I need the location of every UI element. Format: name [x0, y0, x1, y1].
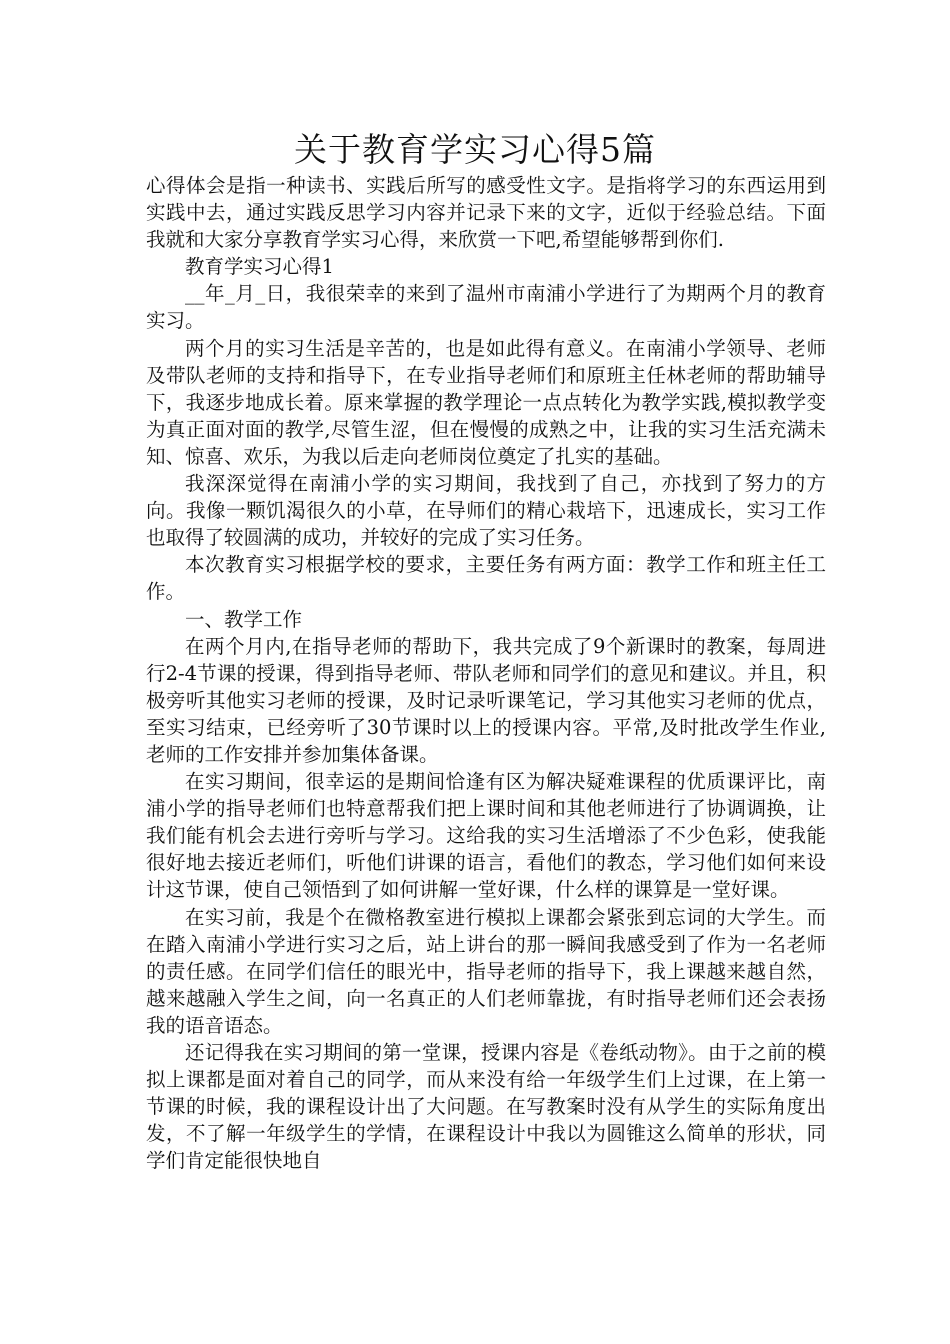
paragraph: 我深深觉得在南浦小学的实习期间，我找到了自己，亦找到了努力的方向。我像一颗饥渴很久的小草，在导师们的精心栽培下，迅速成长，实习工作也取得了较圆满的成功，并较好的完成了实习任务。: [146, 472, 826, 550]
paragraph: 教育学实习心得1: [185, 255, 334, 279]
paragraph: 还记得我在实习期间的第一堂课，授课内容是《卷纸动物》。由于之前的模拟上课都是面对着自己的同学，而从来没有给一年级学生们上过课，在上第一节课的时候，我的课程设计出了大问题。在写教案时没有从学生的实际角度出发，不了解一年级学生的学情，在课程设计中我以为圆锥这么简单的形状，同学们肯定能很快地自: [146, 1041, 826, 1173]
paragraph: 心得体会是指一种读书、实践后所写的感受性文字。是指将学习的东西运用到实践中去，通过实践反思学习内容并记录下来的文字，近似于经验总结。下面我就和大家分享教育学实习心得，来欣赏一下吧,希望能够帮到你们.: [146, 174, 826, 252]
document-title: 关于教育学实习心得5篇: [294, 130, 656, 169]
paragraph: 两个月的实习生活是辛苦的，也是如此得有意义。在南浦小学领导、老师及带队老师的支持和指导下，在专业指导老师们和原班主任林老师的帮助辅导下，我逐步地成长着。原来掌握的教学理论一点点转化为教学实践,模拟教学变为真正面对面的教学,尽管生涩，但在慢慢的成熟之中，让我的实习生活充满未知、惊喜、欢乐，为我以后走向老师岗位奠定了扎实的基础。: [146, 336, 826, 468]
paragraph: 在实习前，我是个在微格教室进行模拟上课都会紧张到忘词的大学生。而在踏入南浦小学进行实习之后，站上讲台的那一瞬间我感受到了作为一名老师的责任感。在同学们信任的眼光中，指导老师的指导下，我上课越来越自然，越来越融入学生之间，向一名真正的人们老师靠拢，有时指导老师们还会表扬我的语音语态。: [146, 905, 826, 1037]
paragraph: __年_月_日，我很荣幸的来到了温州市南浦小学进行了为期两个月的教育实习。: [146, 282, 826, 333]
paragraph: 一、教学工作: [185, 607, 303, 631]
paragraph: 在实习期间，很幸运的是期间恰逢有区为解决疑难课程的优质课评比，南浦小学的指导老师们也特意帮我们把上课时间和其他老师进行了协调调换，让我们能有机会去进行旁听与学习。这给我的实习生活增添了不少色彩，使我能很好地去接近老师们，听他们讲课的语言，看他们的教态，学习他们如何来设计这节课，使自己领悟到了如何讲解一堂好课，什么样的课算是一堂好课。: [146, 770, 826, 902]
paragraph: 本次教育实习根据学校的要求，主要任务有两方面：教学工作和班主任工作。: [146, 553, 826, 604]
document-body: [146, 172, 826, 1174]
paragraph: 在两个月内,在指导老师的帮助下，我共完成了9个新课时的教案，每周进行2-4节课的授课，得到指导老师、带队老师和同学们的意见和建议。并且，积极旁听其他实习老师的授课，及时记录听课笔记，学习其他实习老师的优点，至实习结束，已经旁听了30节课时以上的授课内容。平常,及时批改学生作业,老师的工作安排并参加集体备课。: [146, 634, 826, 766]
